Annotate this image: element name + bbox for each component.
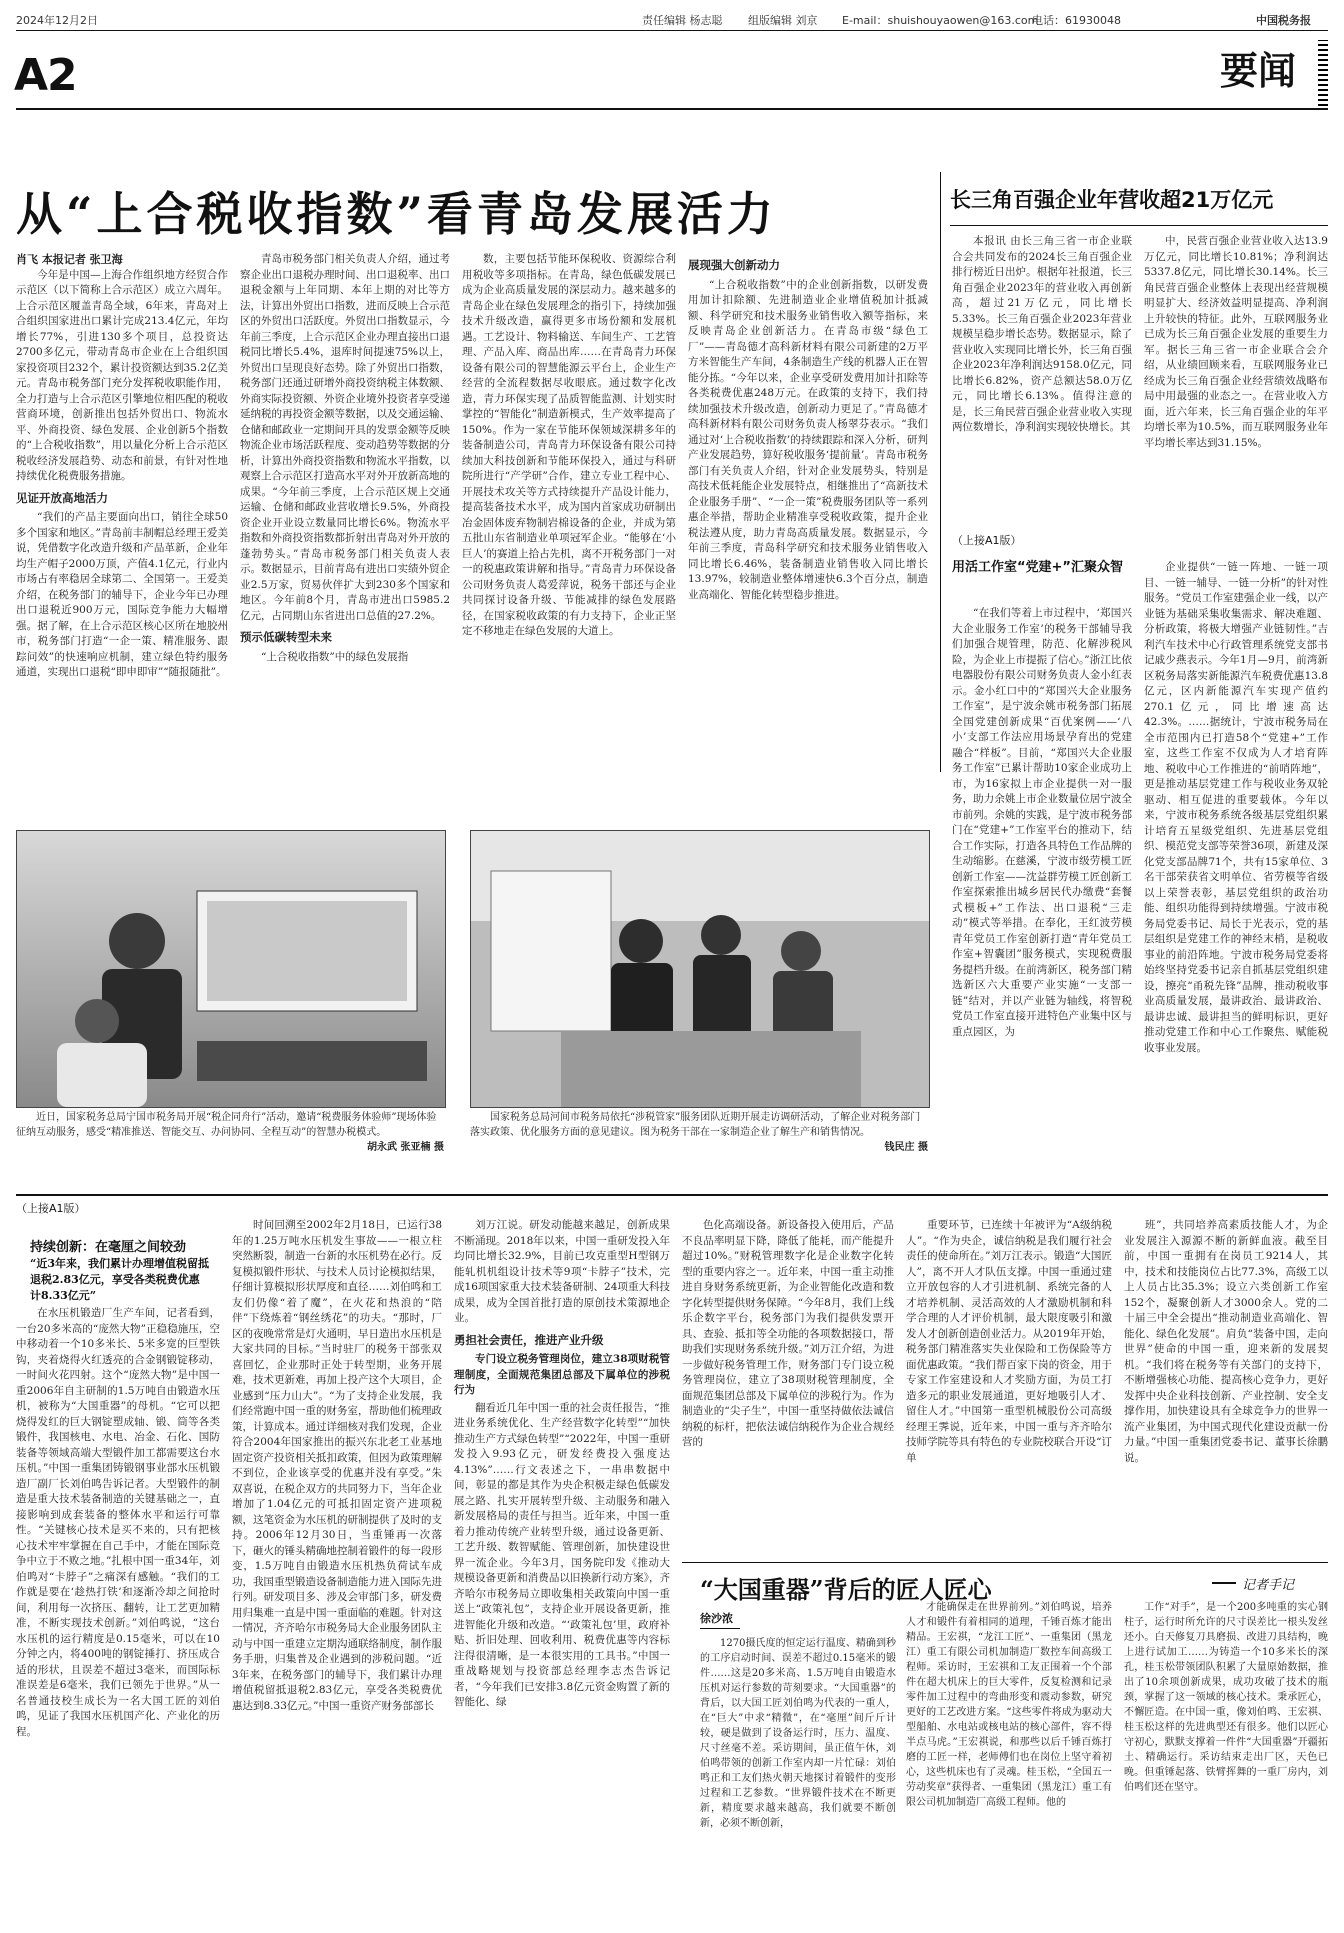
right-mid-para-1: “在我们等着上市过程中，‘郑国兴大企业服务工作室’的税务干部辅导我们加强合规管理，防范、化解涉税风险，为企业上市提振了信心。”浙江比依电器股份有限公司财务负责人金小红表示。金小红口中的“郑国兴大企业服务工作室”，是宁波余姚市税务部门拓展全国党建创新成果“百优案例——‘八小’支部工作法应用场景孕育出的党建融合“样板”。目前，“郑国兴大企业服务工作室”已累计帮助10家企业成功上市，为16家拟上市企业提供一对一服务，助力余姚上市企业数量位居宁波全市前列。余姚的实践，是宁波市税务部门在“党建+”工作室平台的推动下，结合工作实际，打造各具特色工作品牌的生动缩影。在慈溪，宁波市级劳模工匠创新工作室——沈益群劳模工匠创新工作室探索推出城乡居民代办缴费“套餐式模板+”工作法、出口退税“三走动”模式等举措。在奉化，王红波劳模青年党员工作室创新打造“青年党员工作室+智囊团”服务模式，实现税费服务提档升级。在前湾新区，税务部门精选新区六大重要产业实施“一支部一链”结对，并以产业链为轴线，将智税党员工作室直接开进特色产业集中区与重点园区，为 bbox=[952, 607, 1132, 1038]
phone: 电话：61930048 bbox=[1032, 14, 1121, 27]
main-para-6: “上合税收指数”中的企业创新指数，以研发费用加计扣除额、先进制造业企业增值税加计抵减额、科学研究和技术服务业销售收入额等指标，来反映青岛企业创新活力。在青岛市级“绿色工厂”——青岛德才高科新材料有限公司新建的2万平方米智能生产车间，4条制造生产线的机器人正在智能分拣。“今年以来，企业享受研发费用加计扣除等各类税费优惠248万元。在政策的支持下，我们持续加强技术升级改造，创新动力更足了。”青岛德才高科新材料有限公司财务负责人杨翠芬表示。“我们通过对‘上合税收指数’的持续跟踪和深入分析，研判产业发展趋势，算好税收服务‘提前量’。青岛市税务部门有关负责人介绍，针对企业发展势头，特别是高技术低耗能企业发展特点，相继推出了“高新技术企业服务手册”、“一企一策”税费服务团队等一系列惠企举措，帮助企业精准享受税收政策，提升企业税法遵从度，助力青岛高质量发展。数据显示，今年前三季度，青岛科学研究和技术服务业销售收入同比增长6.46%，装备制造业销售收入同比增长13.97%，较制造业整体增速快6.3个百分点，制造业高端化、智能化转型稳步推进。 bbox=[688, 278, 928, 601]
main-article-col-1 bbox=[16, 252, 228, 782]
right-continued-label: （上接A1版） bbox=[952, 534, 1022, 547]
lower-lead: “近3年来，我们累计办理增值税留抵退税2.83亿元，享受各类税费优惠计8.33亿元” bbox=[30, 1257, 209, 1302]
main-byline: 肖飞 本报记者 张卫海 bbox=[16, 253, 123, 266]
lower-col-4 bbox=[682, 1218, 894, 1558]
right-top-para-1: 本报讯 由长三角三省一市企业联合会共同发布的2024长三角百强企业排行榜近日出炉。根据年社报道，长三角百强企业2023年的营业收入再创新高，超过21万亿元，同比增长5.33%。长三角百强企业2023年营业规模呈稳步增长态势。数据显示，除了营业收入实现同比增长外，长三角百强企业2023年净利润达9158.0亿元，同比增长6.82%，资产总额达58.0万亿元，同比增长6.13%。值得注意的是，长三角民营百强企业营业收入实现两位数增长，净利润实现较快增长。其 bbox=[952, 235, 1132, 433]
main-article-col-3 bbox=[462, 252, 676, 782]
lower-col-3 bbox=[454, 1218, 670, 1924]
essay-para-3: 工作“对手”，是一个200多吨重的实心钢柱子，运行时所允许的尺寸误差比一根头发丝还小。白天修复刀具磨损、改进刀具结构，晚上进行试加工……为铸造一个10多米长的深孔，桂玉松带领团队积累了大量原始数据，推出了10余项创新成果，成功攻破了技术的瓶颈，掌握了这一领域的核心技术。秉承匠心，不懈匠造。在中国一重，像刘伯鸣、王宏祺、桂玉松这样的先进典型还有很多。他们以匠心守初心，默默支撑着一件件“大国重器”开疆拓土、精确运行。采访结束走出厂区，天色已晚。但重锤起落、铁臂挥舞的一重厂房内，刘伯鸣们还在坚守。 bbox=[1124, 1602, 1328, 1793]
section-ornament bbox=[1318, 40, 1328, 106]
main-para-4: “上合税收指数”中的绿色发展指 bbox=[261, 650, 409, 663]
section-title: 要闻 bbox=[1220, 48, 1297, 93]
lower-subhead-lead: 专门设立税务管理岗位，建立38项财税管理制度，全面规范集团总部及下属单位的涉税行为 bbox=[454, 1353, 670, 1396]
left-photo-credit: 胡永武 张亚楠 摄 bbox=[367, 1142, 444, 1153]
header-bar bbox=[16, 8, 1328, 30]
lower-para-6: 重要环节，已连续十年被评为“A级纳税人”。“作为央企，诚信纳税是我们履行社会责任的使命所在。”刘万江表示。锻造“大国匠人”，离不开人才队伍支撑。中国一重通过建立开放包容的人才引进机制、系统完备的人才培养机制、灵活高效的人才激励机制和科学合理的人才评价机制，最大限度吸引和激发人才创新创造创业活力。从2019年开始，税务部门精准落实失业保险和工伤保险等方面优惠政策。“我们帮百家下岗的资金，用于专家工作室建设和人才奖励方面，为员工打造多元的职业发展通道，更好地吸引人才、留住人才。”中国第一重型机械股份公司高级经理王霁说，近年来，中国一重与齐齐哈尔技师学院等具有特色的专业院校联合开设“订单 bbox=[906, 1219, 1112, 1464]
main-para-1: 今年是中国—上海合作组织地方经贸合作示范区（以下简称上合示范区）成立六周年。上合示范区履盖青岛全域，6年来，青岛对上合组织国家进出口累计完成213.4亿元，年均增长77%，引进130多个项目，总投资达2700多亿元，带动青岛市企业在上合组织国家投资项目232个，累计投资额达到35.2亿美元。青岛市税务部门充分发挥税收职能作用，全力打造与上合示范区引擎地位相匹配的税收营商环境，创新推出包括外贸出口、物流水平、外商投资、绿色发展、企业创新5个指数的“上合税收指数”，用以量化分析上合示范区税收经济发展趋势、动态和前景，有针对性地持续优化税费服务措施。 bbox=[16, 268, 228, 482]
lower-para-5: 色化高端设备。新设备投入使用后，产品不良品率明显下降，降低了能耗，而产能提升超过10%。”财税管理数字化是企业数字化转型的重要内容之一。近年来，中国一重主动推进自身财务系统更新，为企业智能化改造和数字化转型提供财务保障。“今年8月，我们上线乐企数字平台，税务部门为我们提供发票开具、查验、抵扣等全功能的各项数据接口，帮助我们实现财务系统升级。”刘万江介绍，为进一步做好税务管理工作，财务部门专门设立税务管理岗位，建立了38项财税管理制度，全面规范集团总部及下属单位的涉税行为。作为制造业的“尖子生”，中国一重坚持做依法诚信纳税的标杆，把依法诚信纳税作为企业合规经营的 bbox=[682, 1219, 894, 1448]
lower-para-7: 班”，共同培养高素质技能人才，为企业发展注入源源不断的新鲜血液。截至目前，中国一重拥有在岗员工9214人，其中，技术和技能岗位占比77.3%，高级工以上人员占比35.3%；设立六类创新工作室152个，凝聚创新人才3000余人。党的二十届三中全会提出“推动制造业高端化、智能化、绿色化发展”。肩负“装备中国，走向世界”使命的中国一重，迎来新的发展契机。“我们将在税务等有关部门的支持下，不断增强核心功能、提高核心竞争力，更好发挥中央企业科技创新、产业控制、安全支撑作用，加快建设具有全球竞争力的世界一流产业集团，为中国式现代化建设贡献一份力量。”中国一重集团党委书记、董事长徐鹏说。 bbox=[1124, 1219, 1328, 1464]
photo-tax-service-hall bbox=[16, 830, 446, 1108]
lower-para-4: 翻看近几年中国一重的社会责任报告，“推进业务系统优化、生产经营数字化转型”“加快推动生产方式绿色转型”“2022年，中国一重研发投入9.93亿元，研发经费投入强度达4.13%”……行文表述之下，一串串数据中间，彰显的都是其作为央企积极走绿色低碳发展之路、扎实开展转型升级、主动服务和融入新发展格局的责任与担当。近年来，中国一重着力推动传统产业转型升级，通过设备更新、工艺升级、数智赋能、管理创新，加快建设世界一流企业。今年3月，国务院印发《推动大规模设备更新和消费品以旧换新行动方案》，齐齐哈尔市税务局立即收集相关政策向中国一重送上“政策礼包”，支持企业开展设备更新，推进智能化升级和改造。“‘政策礼包’里，政府补贴、折旧处理、回收利用、税费优惠等内容标注得很清晰，是一本很实用的工具书。”中国一重战略规划与投资部总经理李志杰告诉记者，“今年我们已安排3.8亿元资金购置了新的智能化、绿 bbox=[454, 1401, 670, 1708]
essay-para-2: 才能确保走在世界前列。”刘伯鸣说，培养人才和锻件有着相同的道理，千锤百炼才能出精品。王宏祺，“龙江工匠”、一重集团（黑龙江）重工有限公司机加制造厂数控车间高级工程师。采访时，王宏祺和工友正围着一个个部件在超大机床上的巨大零件，反复检测和记录零件加工过程中的弯曲形变和震动参数，研究更好的工艺改进方案。“这些零件将成为驱动大型船舶、水电站或核电站的核心部件，容不得半点马虎。”王宏祺说，和那些以后千锤百炼打磨的工匠一样，老师傅们也在岗位上坚守着初心，这些机床也有了灵魂。桂玉松，“全国五一劳动奖章”获得者、一重集团（黑龙江）重工有限公司机加制造厂高级工程师。他的 bbox=[906, 1602, 1112, 1808]
essay-author: 徐沙浓 bbox=[700, 1612, 733, 1625]
lower-col-1 bbox=[16, 1306, 220, 1924]
main-subhead-2: 预示低碳转型未来 bbox=[240, 630, 332, 644]
main-article-col-4 bbox=[688, 252, 928, 782]
lower-section-rule bbox=[16, 1194, 1328, 1196]
right-top-para-2: 中，民营百强企业营业收入达13.9万亿元，同比增长10.81%；净利润达5337.8亿元，同比增长30.14%。长三角民营百强企业整体上表现出经营规模明显扩大、经济效益明显提高、净利润上升较快的特征。此外，互联网服务业已成为长三角百强企业发展的重要生力军。据长三角三省一市企业联合会介绍，从业绩回顾来看，互联网服务业已经成为长三角百强企业经营绩效战略布局中用最强的业态之一。在营业收入方面，近六年来，长三角百强企业的年平均增长率为10.5%，而互联网服务业年平均增长率达到31.15%。 bbox=[1144, 235, 1328, 449]
paper-name: 中国税务报 bbox=[1256, 14, 1311, 27]
right-photo-caption bbox=[470, 1110, 928, 1155]
essay-col-2 bbox=[906, 1600, 1112, 1926]
essay-title: “大国重器”背后的匠人匠心 bbox=[700, 1575, 992, 1604]
right-photo-credit: 钱民庄 摄 bbox=[884, 1142, 928, 1153]
photo-enterprise-visit bbox=[470, 830, 930, 1108]
essay-tag: 记者手记 bbox=[1242, 1578, 1295, 1593]
right-top-headline: 长三角百强企业年营收超21万亿元 bbox=[950, 188, 1274, 212]
right-top-col-1 bbox=[952, 234, 1132, 524]
main-subhead-1: 见证开放高地活力 bbox=[16, 490, 108, 505]
lower-para-1: 在水压机锻造厂生产车间，记者看到，一台20多米高的“庞然大物”正稳稳施压，空中移动着一个10多米长、5米多宽的巨型铁钩，夹着烧得火红透亮的合金钢锻锭移动，一时间火花四射。这个“庞然大物”是中国一重2006年自主研制的1.5万吨自由锻造水压机，被称为“大国重器”的母机。“它可以把烧得发红的巨大钢锭塑成轴、锻、筒等各类锻件，我国核电、水电、冶金、石化、国防装备等领域高端大型锻件加工都需要这台水压机。”中国一重集团铸锻钢事业部水压机锻造厂副厂长刘伯鸣告诉记者。大型锻件的制造是重大技术装备制造的关键基础之一，直接影响到成套装备的整体水平和运行可靠性。“关键核心技术是买不来的，只有把核心技术牢牢掌握在自己手中，才能在国际竞争中立于不败之地。”扎根中国一重34年，刘伯鸣对“卡脖子”之痛深有感触。“我们的工作就是要在‘趁热打铁’和逐渐冷却之间抢时间，利用每一次挤压、翻转，让工艺更加精准，不断实现技术创新。”刘伯鸣说，“这台水压机的运行精度是0.15毫米，可以在10分钟之内，将400吨的钢锭捶打、挤压成合适的形状，且误差不超过3毫米，而国际标准误差是6毫米，我们已领先于世界。”从一名普通技校生成长为一名大国工匠的刘伯鸣，见证了我国水压机国产化、产业化的历程。 bbox=[16, 1307, 220, 1738]
column-divider bbox=[940, 172, 941, 772]
right-mid-para-2: 企业提供“一链一阵地、一链一项目、一链一辅导、一链一分析”的针对性服务。“党员工作室建强企业一线，以产业链为基础采集收集需求、解决难题、分析政策，将极大增强产业链韧性。”吉利汽车技术中心行政管理系统党支部书记戚少燕表示。今年1月—9月，前湾新区税务局落实新能源汽车税费优惠13.8亿元，区内新能源汽车实现产值约270.1亿元，同比增速高达42.3%。……据统计，宁波市税务局在全市范围内已打造58个“党建+”工作室，这些工作室不仅成为人才培育阵地、税收中心工作推进的“前哨阵地”，更是推动基层党建工作与税收业务双轮驱动、相互促进的重要载体。今年以来，宁波市税务系统各级基层党组织累计培育五星级党组织、先进基层党组织、模范党支部等荣誉36项，新建及深化党支部品牌71个，共有15家单位、3名干部荣获省文明单位、省劳模等省级以上荣誉表彰，基层党组织的政治功能、组织功能得到持续增强。宁波市税务局党委书记、局长于光表示，党的基层组织是党建工作的神经末梢，是税收事业的前沿阵地。宁波市税务局党委将始终坚持党委书记亲自抓基层党组织建设，擦亮“甬税先锋”品牌，推动税收事业高质量发展，最讲政治、最讲政治、最讲忠诚、最讲担当的鲜明标识，更好推动党建工作和中心工作聚焦、赋能税收事业发展。 bbox=[1144, 561, 1328, 1054]
photo-illustration-left bbox=[17, 831, 445, 1107]
main-headline: 从“上合税收指数”看青岛发展活力 bbox=[16, 187, 777, 241]
lower-col-2 bbox=[232, 1218, 442, 1924]
lower-para-2: 时间回溯至2002年2月18日，已运行38年的1.25万吨水压机发生事故——一根立柱突然断裂，制造一台新的水压机势在必行。反复模拟锻件形状、与技术人员讨论模拟结果，仔细计算模拟形状厚度和直径……刘伯鸣和工友们仍像“着了魔”，在火花和热浪的“陪伴”下绕炼着“钢丝绣花”的功夫。“那时，厂区的夜晚常常是灯火通明，早日造出水压机是大家共同的目标。”当时驻厂的税务干部张双喜回忆，企业那时正处于转型期，业务开展难，技术更新难，再加上投产这个大项目，企业感到“压力山大”。“为了支持企业发展，我们经常跑中国一重的财务室，帮助他们梳理政策，计算成本。通过详细核对我们发现，企业符合2004年国家推出的振兴东北老工业基地固定资产投资相关抵扣政策，但因为政策理解不到位，企业该享受的优惠并没有享受。”朱双喜说，在税企双方的共同努力下，当年企业增加了1.04亿元的可抵扣固定资产进项税额，这笔资金为水压机的研制提供了及时的支持。2006年12月30日，当重锤再一次落下，砸火的锤头精确地控制着锻件的每一段形变，1.5万吨自由锻造水压机热负荷试车成功，我国重型锻造设备制造能力进入国际先进行列。研发项目多、涉及会审部门多，研发费用归集难一直是中国一重面临的难题。针对这一情况，齐齐哈尔市税务局大企业服务团队主动与中国一重建立定期沟通联络制度，制作服务手册，归集普及企业遇到的涉税问题。“近3年来，在税务部门的辅导下，我们累计办理增值税留抵退税2.83亿元，享受各类税费优惠达到8.33亿元。”中国一重资产财务部部长 bbox=[232, 1219, 442, 1712]
right-top-rule bbox=[950, 225, 1328, 226]
responsible-editor: 责任编辑 杨志聪 bbox=[642, 14, 723, 27]
page-number: A2 bbox=[14, 50, 77, 101]
left-photo-caption bbox=[16, 1110, 444, 1155]
essay-col-1 bbox=[700, 1636, 896, 1926]
lower-col-6 bbox=[1124, 1218, 1328, 1558]
main-subhead-3: 展现强大创新动力 bbox=[688, 258, 780, 272]
main-para-3: 青岛市税务部门相关负责人介绍，通过考察企业出口退税办理时间、出口退税率、出口退税金额与上年同期、本年上期的对比等方法，计算出外贸出口指数，进而反映上合示范区的外贸出口活跃度。外贸出口指数显示，今年前三季度，上合示范区企业办理直接出口退税同比增长5.4%，退库时间提速75%以上，外贸出口呈现良好态势。除了外贸出口指数，税务部门还通过研增外商投资纳税主体数额、外商实际投资额、外资企业境外投资者享受递延纳税的再投资金额等数据，以及交通运输、仓储和邮政业一定期间开具的发票金额等反映物流企业市场活跃程度、变动趋势等数据的分析，计算出外商投资指数和物流水平指数，以观察上合示范区打造高水平对外开放新高地的成果。“今年前三季度，上合示范区规上交通运输、仓储和邮政业营收增长9.5%，外商投资企业开业设立数量同比增长6%。物流水平指数和外商投资指数都折射出青岛对外开放的蓬勃势头。”青岛市税务部门相关负责人表示。数据显示，目前青岛有进出口实绩外贸企业2.5万家，贸易伙伴扩大到230多个国家和地区。今年前8个月，青岛市进出口5985.2亿元，占同期山东省进出口总值的27.2%。 bbox=[240, 253, 450, 622]
essay-author-rule bbox=[700, 1628, 740, 1629]
layout-editor: 组版编辑 刘京 bbox=[748, 14, 818, 27]
issue-date: 2024年12月2日 bbox=[16, 14, 98, 27]
photo-illustration-right bbox=[471, 831, 929, 1107]
right-mid-headline: 用活工作室“党建+”汇聚众智 bbox=[952, 560, 1123, 575]
right-caption-text: 国家税务总局河间市税务局依托“涉税管家”服务团队近期开展走访调研活动，了解企业对税务部门落实政策、优化服务方面的意见建议。图为税务干部在一家制造企业了解生产和销售情况。 bbox=[470, 1112, 921, 1138]
right-top-col-2 bbox=[1144, 234, 1328, 524]
main-para-2: “我们的产品主要面向出口，销往全球50多个国家和地区。”青岛前丰制帽总经理王爱美说，凭借数字化改造升级和产品革新，企业年均生产帽子2000万顶，产值4.1亿元，行业内市场占有率稳居全球第二、全国第一。王爱美介绍，在税务部门的辅导下，企业今年已办理出口退税近900万元，国际竞争能力大幅增强。据了解，在上合示范区核心区所在地胶州市，税务部门打造“一企一策、精准服务、跟踪问效”的快速响应机制，建立绿色特约服务通道，实现出口退税“即申即审”“随报随批”。 bbox=[16, 511, 228, 678]
lower-subhead-1: 勇担社会责任，推进产业升级 bbox=[454, 1332, 604, 1347]
essay-col-3 bbox=[1124, 1600, 1328, 1926]
header-rule bbox=[16, 30, 1328, 31]
essay-top-rule bbox=[682, 1562, 1328, 1563]
masthead-rule bbox=[16, 108, 1328, 110]
lower-para-3: 刘万江说。研发动能越来越足，创新成果不断涌现。2018年以来，中国一重研发投入年均同比增长32.9%，目前已攻克重型H型钢万能轧机机组设计技术等9项“卡脖子”技术，完成16项国家重大技术装备研制、24项重大科技成果，成为全国首批打造的原创技术策源地企业。 bbox=[454, 1219, 670, 1324]
lower-section-title: 持续创新：在毫厘之间较劲 bbox=[30, 1240, 187, 1255]
main-para-5: 数，主要包括节能环保税收、资源综合利用税收等多项指标。在青岛，绿色低碳发展已成为企业高质量发展的深层动力。越来越多的青岛企业在绿色发展理念的指引下，持续加强技术升级改造，赢得更多市场份额和发展机遇。工艺设计、物料输送、车间生产、工艺管理、产品入库、商品出库……在青岛青力环保设备有限公司的智慧能源云平台上，企业生产经营的全流程数据尽收眼底。通过数字化改造，青力环保实现了品质智能监测、计划实时掌控的“智能化”制造新模式，生产效率提高了150%。作为一家在节能环保领域深耕多年的装备制造公司，青岛青力环保设备有限公司持续加大科技创新和节能环保投入，通过与科研院所进行“产学研”合作，建立专业工程中心、开展技术攻关等方式持续提升产品设计能力，提高装备技术水平，成为国内首家成功研制出冶金固体废弃物制岩棉设备的企业，并成为第五批山东省制造业单项冠军企业。“能够在‘小巨人’的赛道上拾占先机，离不开税务部门一对一的税惠政策讲解和指导。”青岛青力环保设备公司财务负责人葛爱萍说，税务干部还与企业共同探讨设备升级、节能减排的绿色发展路径，在国家税收政策的有力支持下，企业正坚定不移地走在绿色发展的大道上。 bbox=[462, 253, 676, 637]
essay-para-1: 1270摄氏度的恒定运行温度、精确到秒的工序启动时间、误差不超过0.15毫米的锻件……这是20多米高、1.5万吨自由锻造水压机对运行参数的苛刻要求。“大国重器”的背后，以大国工匠刘伯鸣为代表的一重人，在“巨大”中求“精微”，在“毫厘”间斤斤计较，硬是做到了设备运行时，压力、温度、尺寸丝毫不差。采访期间，虽正值午休，刘伯鸣带领的创新工作室内却一片忙碌：刘伯鸣正和工友们热火朝天地探讨着锻件的变形过程和工艺参数。“世界锻件技术在不断更新，精度要求越来越高，我们就要不断创新，必须不断创新， bbox=[700, 1638, 896, 1829]
main-article-col-2 bbox=[240, 252, 450, 782]
left-caption-text: 近日，国家税务总局宁国市税务局开展“税企同舟行”活动，邀请“税费服务体验师”现场体验征纳互动服务，感受“精准推送、智能交互、办问协同、全程互动”的智慧办税模式。 bbox=[16, 1112, 437, 1138]
lower-col-5 bbox=[906, 1218, 1112, 1558]
email: E-mail：shuishouyaowen@163.com bbox=[842, 14, 1039, 27]
lower-continued-label: （上接A1版） bbox=[16, 1202, 86, 1215]
essay-tag-ornament bbox=[1212, 1582, 1236, 1584]
